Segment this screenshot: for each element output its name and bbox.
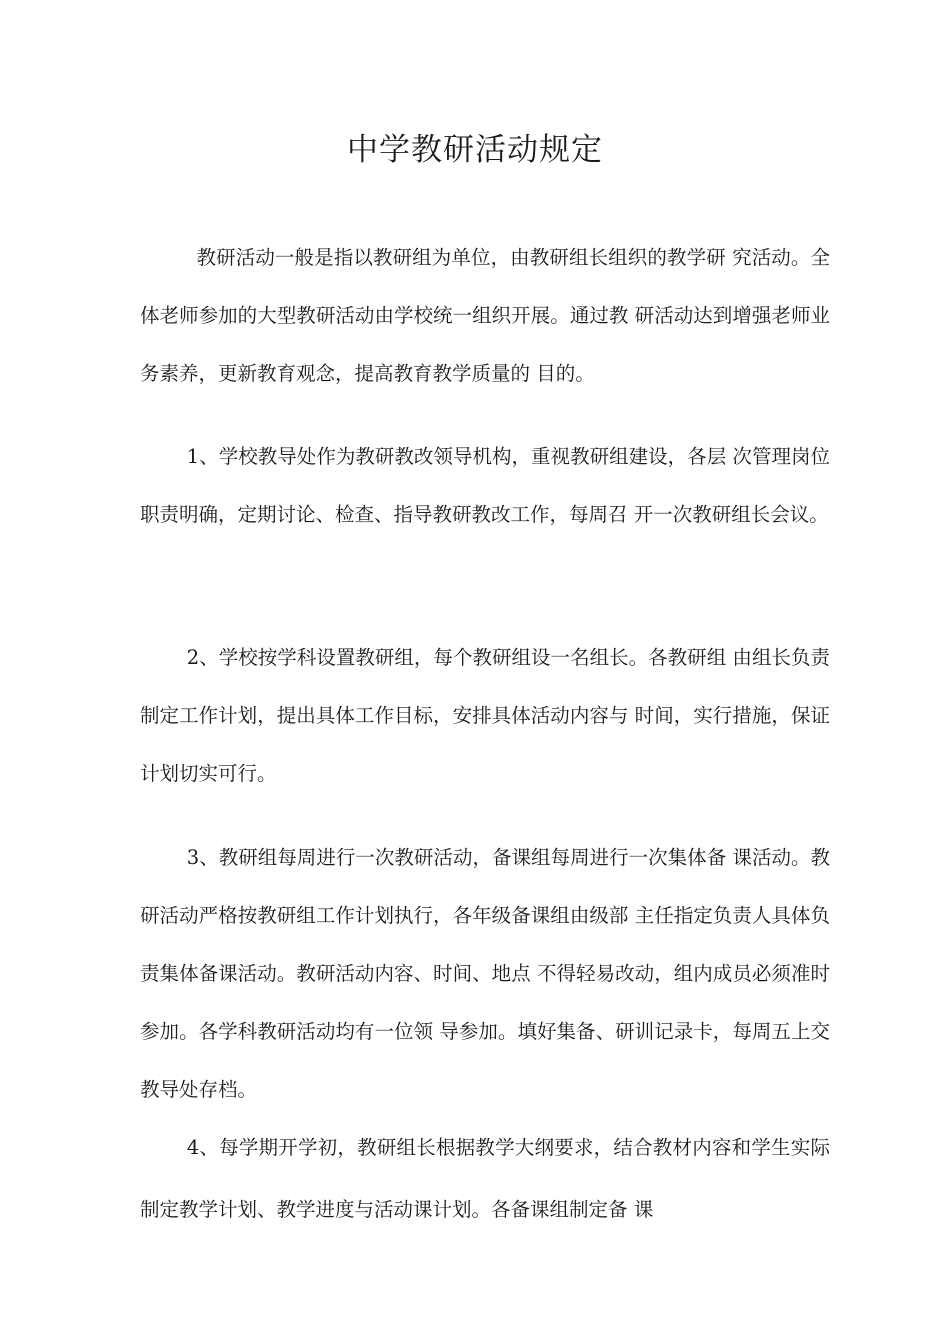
paragraph-2: 2、学校按学科设置教研组，每个教研组设一名组长。各教研组 由组长负责制定工作计划，提出具体工作目标，安排具体活动内容与 时间，实行措施，保证计划切实可行。 (140, 646, 830, 785)
paragraph-3: 3、教研组每周进行一次教研活动，备课组每周进行一次集体备 课活动。教研活动严格按教研组工作计划执行，各年级备课组由级部 主任指定负责人具体负责集体备课活动。教研活动内容、时间、地点 不得轻易改动，组内成员必须准时参加。各学科教研活动均有一位领 导参加。填好集备、研训记录卡，每周五上交教导处存档。 (140, 846, 830, 1101)
paragraph-intro: 教研活动一般是指以教研组为单位，由教研组长组织的教学研 究活动。全体老师参加的大型教研活动由学校统一组织开展。通过教 研活动达到增强老师业务素养，更新教育观念，提高教育教学质量的 目的。 (140, 246, 830, 385)
paragraph-1: 1、学校教导处作为教研教改领导机构，重视教研组建设，各层 次管理岗位职责明确，定期讨论、检查、指导教研教改工作，每周召 开一次教研组长会议。 (140, 445, 830, 526)
paragraph-4: 4、每学期开学初，教研组长根据教学大纲要求，结合教材内容和学生实际制定教学计划、教学进度与活动课计划。各备课组制定备 课 (140, 1136, 830, 1221)
document-title: 中学教研活动规定 (347, 132, 603, 168)
